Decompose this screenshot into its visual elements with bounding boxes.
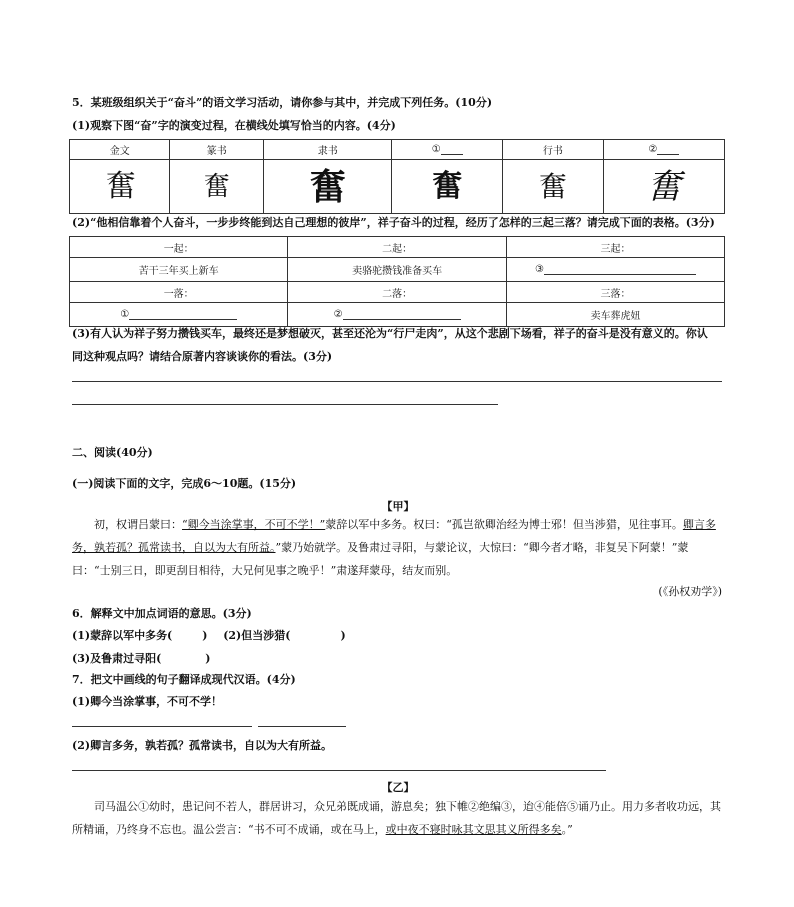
answer-line-1[interactable] xyxy=(72,381,722,382)
answer-line-4[interactable] xyxy=(258,726,346,727)
q6-title: 6．解释文中加点词语的意思。(3分) xyxy=(72,607,252,620)
fall-blank-2[interactable]: ② xyxy=(288,303,507,327)
answer-line-2[interactable] xyxy=(72,404,498,405)
script-label-xingshu: 行书 xyxy=(503,140,604,160)
q6-items-row2: (3)及鲁肃过寻阳( ) xyxy=(72,652,211,665)
part1-instructions: (一)阅读下面的文字，完成6～10题。(15分) xyxy=(72,477,297,490)
q6-items-row1: (1)蒙辞以军中多务( ) (2)但当涉猎( ) xyxy=(72,629,346,642)
section-heading: 二、阅读(40分) xyxy=(72,446,153,459)
q7-item1: (1)卿今当涂掌事，不可不学！ xyxy=(72,695,223,708)
rise-label-3: 三起： xyxy=(506,237,724,258)
passage-b-label: 【乙】 xyxy=(381,781,415,794)
rise-value-1: 苦干三年买上新车 xyxy=(70,258,288,282)
passage-b-text: 司马温公①幼时，患记问不若人，群居讲习，众兄弟既成诵，游息矣；独下帷②绝编③，迨④能倍⑤诵乃止。用力多者收功远，其所精诵，乃终身不忘也。温公尝言：“书不可不成诵，或在马上，或中夜不寝时咏其文思其义所得多矣。” xyxy=(72,800,721,836)
q5-title: 5．某班级组织关于“奋斗”的语文学习活动，请你参与其中，并完成下列任务。(10分) xyxy=(72,96,493,109)
glyph-kaishu: 奮 xyxy=(392,160,503,214)
script-evolution-table xyxy=(69,139,725,214)
passage-a-source: (《孙权劝学》) xyxy=(658,585,722,598)
script-label-blank-2[interactable]: ② xyxy=(603,140,724,160)
rise-value-2: 卖骆驼攒钱准备买车 xyxy=(288,258,507,282)
answer-line-5[interactable] xyxy=(72,770,606,771)
glyph-xingshu: 奮 xyxy=(503,160,604,214)
rise-label-1: 一起： xyxy=(70,237,288,258)
passage-a-label: 【甲】 xyxy=(381,500,415,513)
script-label-jinwen: 金文 xyxy=(70,140,170,160)
q5-sub3-line2: 同这种观点吗？请结合原著内容谈谈你的看法。(3分) xyxy=(72,350,333,363)
passage-a-text: 初，权谓吕蒙曰：“卿今当涂掌事，不可不学！”蒙辞以军中多务。权曰：“孤岂欲卿治经为博士邪！但当涉猎，见往事耳。卿言多务，孰若孤？孤常读书，自以为大有所益。”蒙乃始就学。及鲁肃过寻阳，与蒙论议，大惊曰：“卿今者才略，非复吴下阿蒙！”蒙曰：“士别三日，即更刮目相待，大兄何见事之晚乎！”肃遂拜蒙母，结友而别。 xyxy=(72,518,716,577)
q5-sub1: (1)观察下图“奋”字的演变过程，在横线处填写恰当的内容。(4分) xyxy=(72,119,396,132)
script-label-zhuanshu: 篆书 xyxy=(170,140,264,160)
rise-fall-table xyxy=(69,236,725,327)
script-label-blank-1[interactable]: ① xyxy=(392,140,503,160)
script-label-lishu: 隶书 xyxy=(264,140,392,160)
fall-label-1: 一落： xyxy=(70,282,288,303)
q7-title: 7．把文中画线的句子翻译成现代汉语。(4分) xyxy=(72,673,296,686)
q7-item2: (2)卿言多务，孰若孤？孤常读书，自以为大有所益。 xyxy=(72,739,333,752)
rise-label-2: 二起： xyxy=(288,237,507,258)
glyph-lishu: 奮 xyxy=(264,160,392,214)
glyph-caoshu: 奮 xyxy=(603,160,724,214)
fall-blank-1[interactable]: ① xyxy=(70,303,288,327)
glyph-jinwen: 奮 xyxy=(70,160,170,214)
q5-sub2: (2)“他相信靠着个人奋斗，一步步终能到达自己理想的彼岸”，祥子奋斗的过程，经历了怎样的三起三落？请完成下面的表格。(3分) xyxy=(72,216,715,229)
q5-sub3-line1: (3)有人认为祥子努力攒钱买车，最终还是梦想破灭，甚至还沦为“行尸走肉”，从这个悲剧下场看，祥子的奋斗是没有意义的。你认 xyxy=(72,327,708,340)
fall-label-3: 三落： xyxy=(506,282,724,303)
answer-line-3[interactable] xyxy=(72,726,252,727)
fall-value-3: 卖车葬虎妞 xyxy=(506,303,724,327)
fall-label-2: 二落： xyxy=(288,282,507,303)
rise-blank-3[interactable]: ③ xyxy=(506,258,724,282)
glyph-zhuanshu: 奮 xyxy=(170,160,264,214)
